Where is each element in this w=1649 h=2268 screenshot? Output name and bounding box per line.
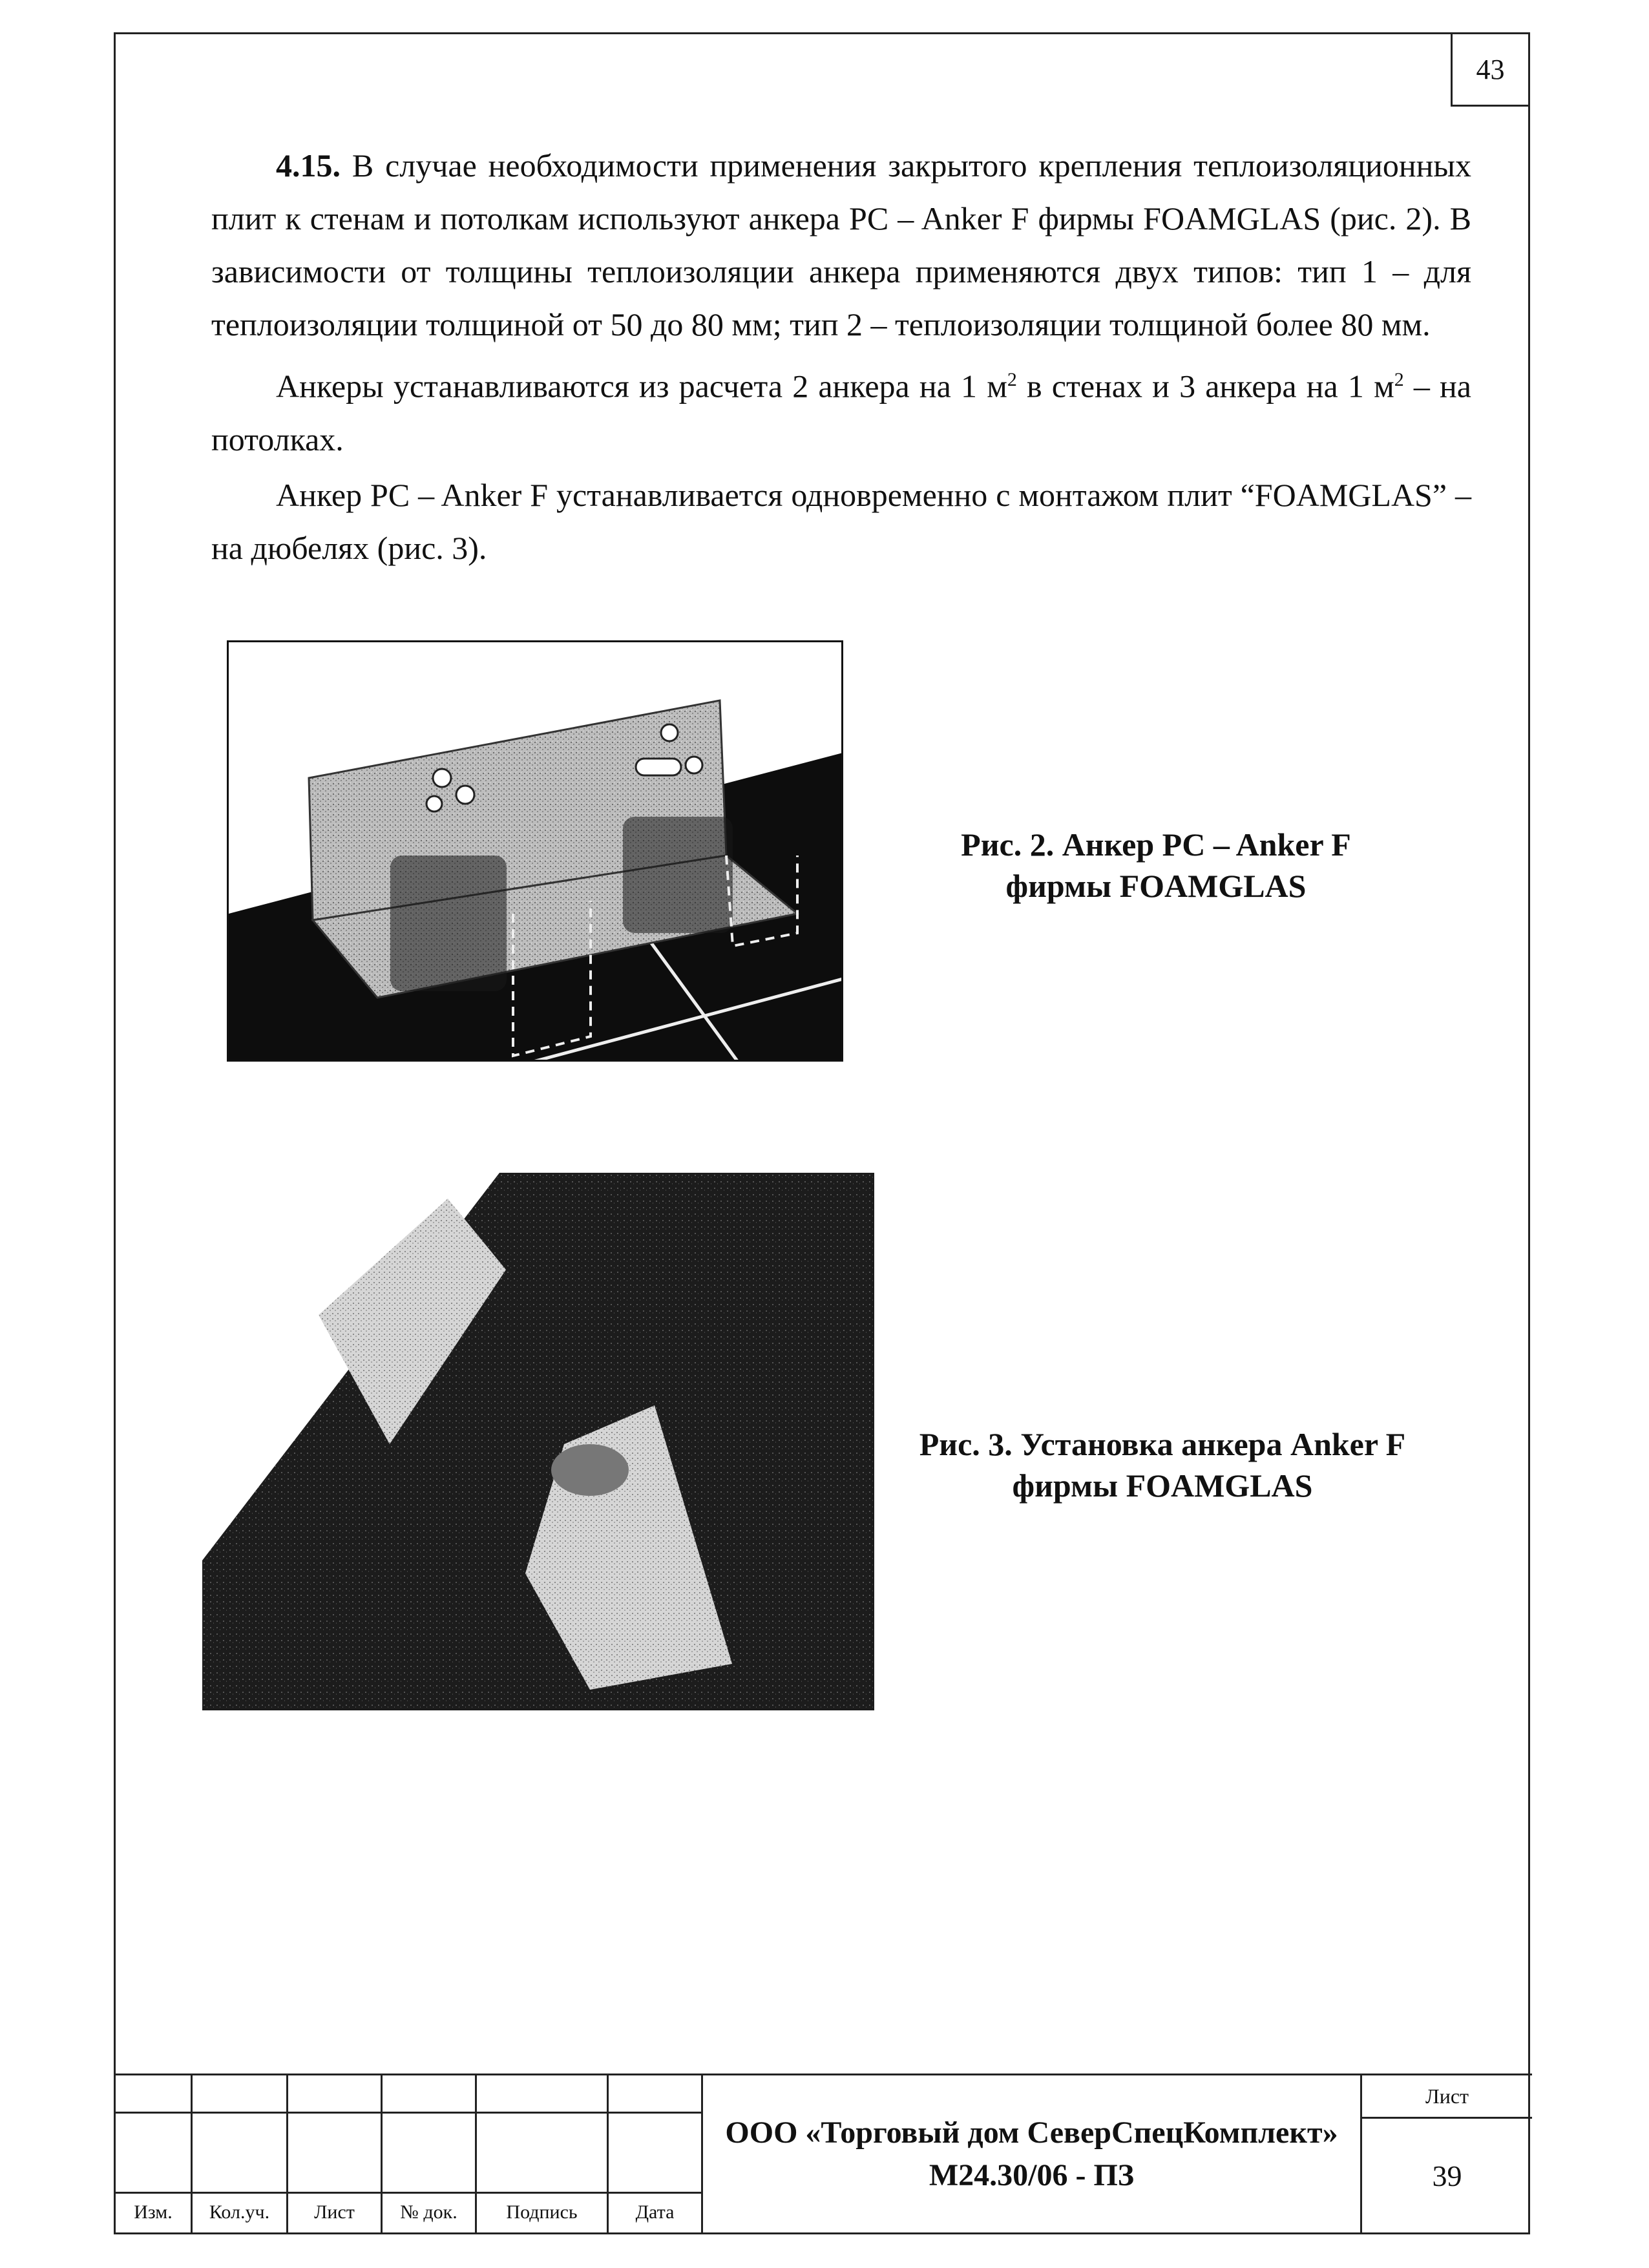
col-date: Дата (635, 2201, 675, 2223)
paragraph-number: 4.15. (276, 147, 341, 184)
sheet-number: 39 (1432, 2159, 1462, 2192)
col-izm: Изм. (134, 2201, 173, 2223)
figure-2-caption-line-2: фирмы FOAMGLAS (1005, 868, 1307, 904)
figure-2-caption (910, 824, 1402, 907)
paragraph-text: В случае необходимости применения закрытого крепления теплоизоляционных плит к стенам и потолкам используют анкера PC – Anker F фирмы FOAMGLAS (рис. 2). В зависимости от толщины теплоизоляции анкера применяются двух типов: тип 1 – для теплоизоляции толщиной от 50 до 80 мм; тип 2 – теплоизоляции толщиной более 80 мм. (211, 147, 1471, 342)
revision-grid (116, 2074, 701, 2232)
superscript-1: 2 (1007, 369, 1017, 390)
col-list: Лист (314, 2201, 355, 2223)
figure-3-caption-line-2: фирмы FOAMGLAS (1012, 1467, 1313, 1504)
company-name: ООО «Торговый дом СеверСпецКомплект» (725, 2115, 1338, 2150)
paragraph-anchors-count (211, 353, 1471, 466)
figure-3-caption (898, 1423, 1427, 1506)
figure-3-caption-line-1: Рис. 3. Установка анкера Anker F (919, 1426, 1406, 1462)
document-title (701, 2074, 1360, 2232)
paragraph-installation: Анкер PC – Anker F устанавливается одновременно с монтажом плит “FOAMGLAS” – на дюбелях (рис. 3). (211, 476, 1471, 566)
paragraph-text-c: – на потолках. (211, 368, 1472, 457)
paragraph-4-15 (211, 139, 1471, 351)
title-block (116, 2074, 1528, 2232)
figure-2-caption-line-1: Рис. 2. Анкер PC – Anker F (961, 826, 1351, 863)
col-signature: Подпись (506, 2201, 578, 2223)
paragraph-text-a: Анкеры устанавливаются из расчета 2 анкера на 1 м (276, 368, 1007, 404)
superscript-2: 2 (1394, 369, 1404, 390)
body-text (211, 139, 1471, 577)
document-code: М24.30/06 - ПЗ (929, 2158, 1135, 2192)
figure-3-installation-photo (202, 1173, 874, 1710)
page-frame (114, 32, 1530, 2234)
paragraph-text-b: в стенах и 3 анкера на 1 м (1016, 368, 1394, 404)
sheet-box (1360, 2074, 1532, 2232)
col-doc-no: № док. (400, 2201, 457, 2223)
figure-2-anchor-image (227, 640, 843, 1062)
col-kol-uch: Кол.уч. (209, 2201, 270, 2223)
page-number: 43 (1451, 34, 1528, 107)
sheet-label: Лист (1362, 2075, 1532, 2119)
